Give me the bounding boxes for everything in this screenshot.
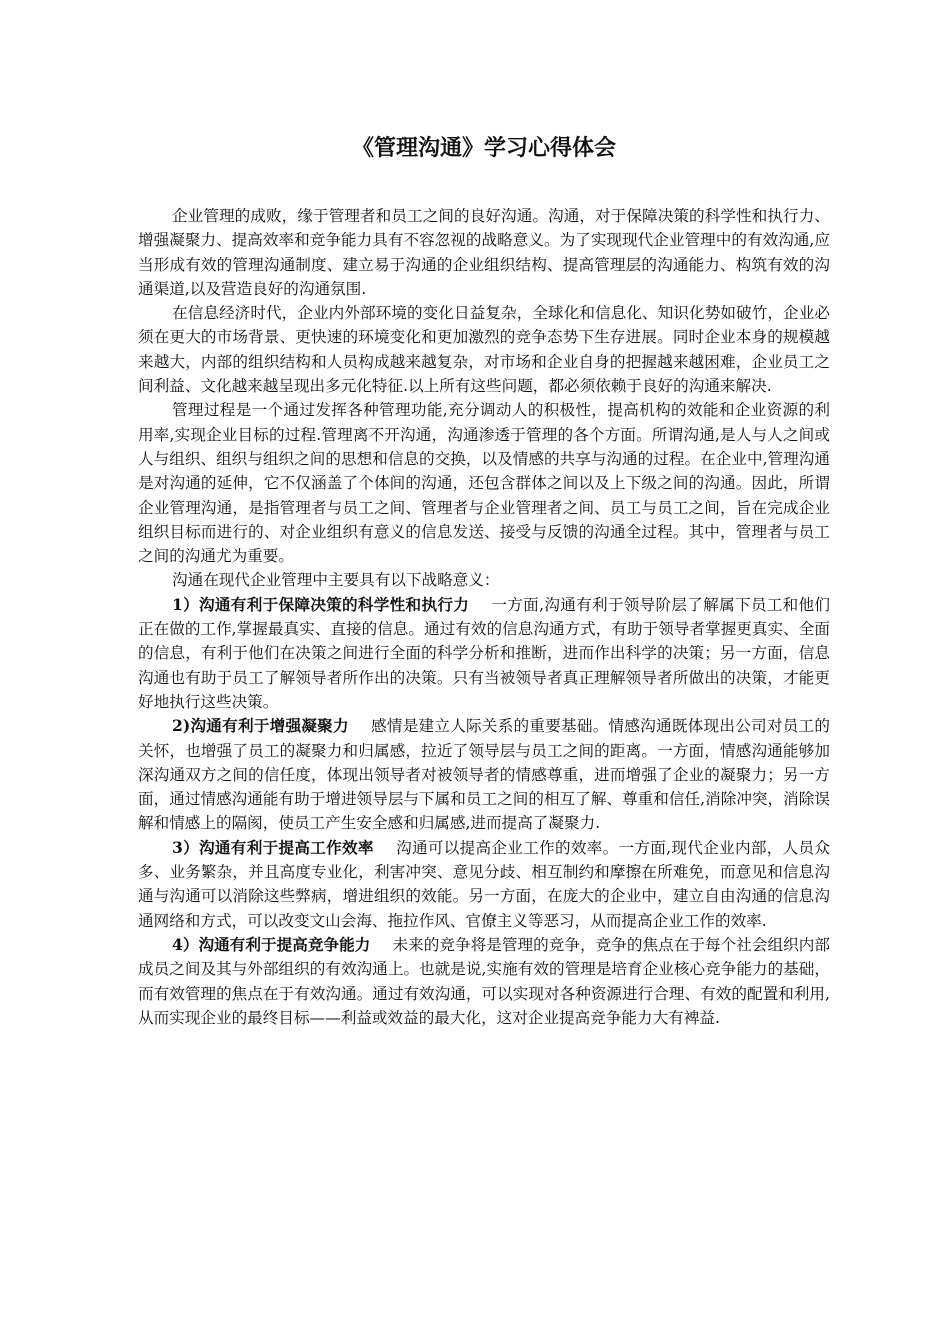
paragraph-text: 沟通可以提高企业工作的效率。一方面,现代企业内部，人员众多、业务繁杂，并且高度专业化，利害冲突、意见分歧、相互制约和摩擦在所难免，而意见和信息沟通与沟通可以消除这些弊病，增进组织的效能。另一方面，在庞大的企业中，建立自由沟通的信息沟通网络和方式，可以改变文山会海、拖拉作风、官僚主义等恶习，从而提高企业工作的效率. [138,838,830,930]
paragraph [138,714,830,835]
paragraph-text: 一方面,沟通有利于领导阶层了解属下员工和他们正在做的工作,掌握最真实、直接的信息。通过有效的信息沟通方式，有助于领导者掌握更真实、全面的信息，有利于他们在决策之间进行全面的科学分析和推断，进而作出科学的决策；另一方面，信息沟通也有助于员工了解领导者所作出的决策。只有当被领导者真正理解领导者所做出的决策，才能更好地执行这些决策。 [138,595,830,711]
section-heading: 4）沟通有利于提高竞争能力 [172,934,371,954]
document-page [138,128,830,1030]
paragraph-text: 管理过程是一个通过发挥各种管理功能,充分调动人的积极性，提高机构的效能和企业资源的利用率,实现企业目标的过程.管理离不开沟通，沟通渗透于管理的各个方面。所谓沟通,是人与人之间或人与组织、组织与组织之间的思想和信息的交换，以及情感的共享与沟通的过程。在企业中,管理沟通是对沟通的延伸，它不仅涵盖了个体间的沟通，还包含群体之间以及上下级之间的沟通。因此，所谓企业管理沟通，是指管理者与员工之间、管理者与企业管理者之间、员工与员工之间，旨在完成企业组织目标而进行的、对企业组织有意义的信息发送、接受与反馈的沟通全过程。其中，管理者与员工之间的沟通尤为重要。 [138,401,830,566]
section-heading: 1）沟通有利于保障决策的科学性和执行力 [172,594,470,614]
paragraph [138,398,830,568]
paragraph [138,568,830,592]
section-heading: 2)沟通有利于增强凝聚力 [172,716,349,736]
paragraph-text: 在信息经济时代，企业内外部环境的变化日益复杂，全球化和信息化、知识化势如破竹，企业必须在更大的市场背景、更快速的环境变化和更加激烈的竞争态势下生存进展。同时企业本身的规模越来越大，内部的组织结构和人员构成越来越复杂，对市场和企业自身的把握越来越困难，企业员工之间利益、文化越来越呈现出多元化特征.以上所有这些问题，都必须依赖于良好的沟通来解决. [138,304,830,396]
document-title: 《管理沟通》学习心得体会 [351,135,616,161]
paragraph [138,204,830,301]
paragraph [138,593,830,714]
paragraph-text: 企业管理的成败，缘于管理者和员工之间的良好沟通。沟通，对于保障决策的科学性和执行力、增强凝聚力、提高效率和竞争能力具有不容忽视的战略意义。为了实现现代企业管理中的有效沟通,应当形成有效的管理沟通制度、建立易于沟通的企业组织结构、提高管理层的沟通能力、构筑有效的沟通渠道,以及营造良好的沟通氛围. [138,207,830,298]
paragraph-text: 感情是建立人际关系的重要基础。情感沟通既体现出公司对员工的关怀，也增强了员工的凝聚力和归属感，拉近了领导层与员工之间的距离。一方面，情感沟通能够加深沟通双方之间的信任度，体现出领导者对被领导者的情感尊重，进而增强了企业的凝聚力；另一方面，通过情感沟通能有助于增进领导层与下属和员工之间的相互了解、尊重和信任,消除冲突，消除误解和情感上的隔阂，使员工产生安全感和归属感,进而提高了凝聚力. [138,717,830,833]
paragraph-text: 未来的竞争将是管理的竞争，竞争的焦点在于每个社会组织内部成员之间及其与外部组织的有效沟通上。也就是说,实施有效的管理是培育企业核心竞争能力的基础，而有效管理的焦点在于有效沟通。通过有效沟通，可以实现对各种资源进行合理、有效的配置和利用,从而实现企业的最终目标——利益或效益的最大化，这对企业提高竞争能力大有裨益. [138,935,830,1027]
section-heading: 3）沟通有利于提高工作效率 [172,837,374,857]
paragraph [138,933,830,1030]
paragraph [138,836,830,933]
paragraph [138,301,830,398]
paragraph-text: 沟通在现代企业管理中主要具有以下战略意义： [172,571,500,590]
